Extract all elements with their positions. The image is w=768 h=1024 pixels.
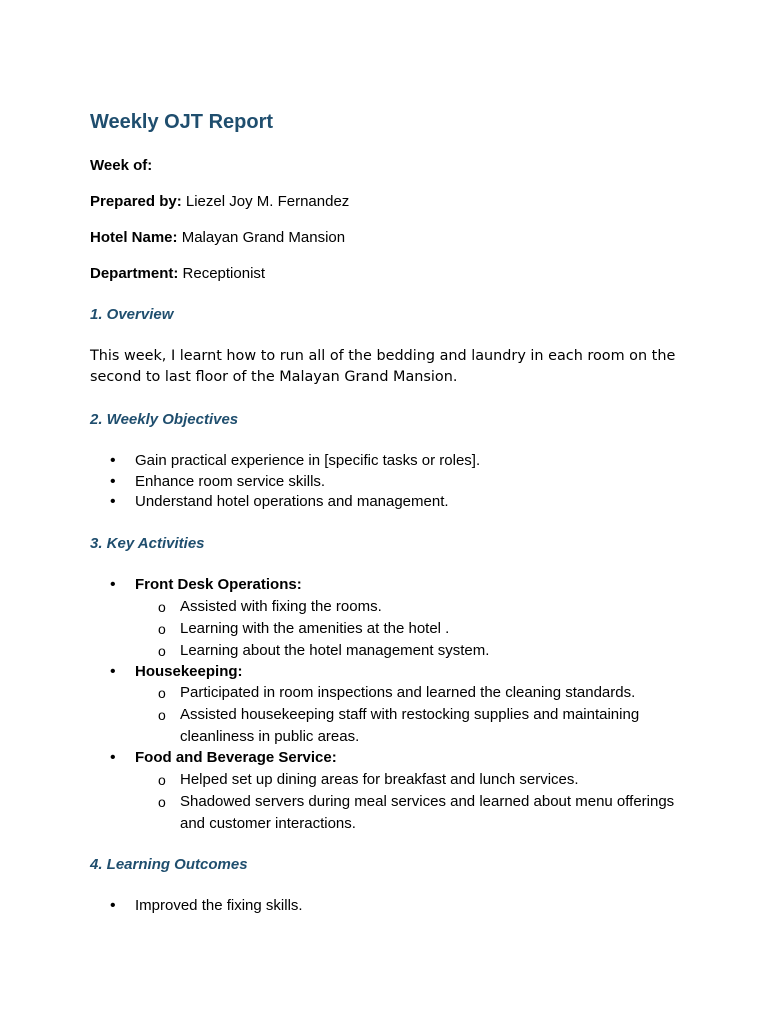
activities-heading: 3. Key Activities bbox=[90, 535, 205, 552]
prepared-by-label: Prepared by: bbox=[90, 193, 182, 210]
activity-group-label: Food and Beverage Service: bbox=[135, 749, 337, 766]
list-item: • Gain practical experience in [specific tasks or roles]. bbox=[90, 451, 690, 472]
objectives-list bbox=[90, 451, 690, 513]
list-item: o Assisted with fixing the rooms. bbox=[135, 596, 680, 618]
objectives-heading: 2. Weekly Objectives bbox=[90, 411, 239, 428]
department-value: Receptionist bbox=[182, 265, 266, 282]
week-of-field bbox=[90, 157, 152, 174]
activity-sublist bbox=[135, 682, 690, 748]
overview-heading: 1. Overview bbox=[90, 306, 174, 323]
week-of-label: Week of: bbox=[90, 157, 153, 174]
list-item: o Helped set up dining areas for breakfast and lunch services. bbox=[135, 769, 680, 791]
list-item: • Understand hotel operations and management. bbox=[90, 492, 690, 513]
list-item: o Assisted housekeeping staff with restocking supplies and maintaining cleanliness in public areas. bbox=[135, 704, 680, 748]
department-field bbox=[90, 265, 265, 282]
list-item: o Participated in room inspections and learned the cleaning standards. bbox=[135, 682, 680, 704]
activity-group-label: Housekeeping: bbox=[135, 662, 243, 680]
list-item: o Learning about the hotel management system. bbox=[135, 640, 680, 662]
outcomes-list bbox=[90, 896, 690, 917]
list-item: o Shadowed servers during meal services and learned about menu offerings and customer interactions. bbox=[135, 791, 680, 835]
list-item: • Improved the fixing skills. bbox=[90, 896, 690, 917]
activity-group-housekeeping bbox=[90, 662, 690, 749]
activities-list bbox=[90, 575, 690, 835]
activity-sublist bbox=[135, 769, 690, 835]
list-item: o Learning with the amenities at the hotel . bbox=[135, 618, 680, 640]
list-item: • Enhance room service skills. bbox=[90, 472, 690, 493]
activity-group-front-desk bbox=[90, 575, 690, 662]
hotel-name-field bbox=[90, 229, 345, 246]
activity-group-label: Front Desk Operations: bbox=[135, 576, 302, 593]
activity-group-food-beverage bbox=[90, 748, 690, 835]
hotel-name-value: Malayan Grand Mansion bbox=[181, 229, 346, 246]
hotel-name-label: Hotel Name: bbox=[90, 229, 178, 246]
report-title: Weekly OJT Report bbox=[90, 111, 274, 133]
prepared-by-value: Liezel Joy M. Fernandez bbox=[185, 193, 350, 210]
outcomes-heading: 4. Learning Outcomes bbox=[90, 856, 248, 873]
department-label: Department: bbox=[90, 265, 179, 282]
overview-text: This week, I learnt how to run all of the bedding and laundry in each room on the second to last floor of the Malayan Grand Mansion. bbox=[90, 348, 676, 385]
prepared-by-field bbox=[90, 193, 349, 210]
activity-sublist bbox=[135, 596, 690, 662]
